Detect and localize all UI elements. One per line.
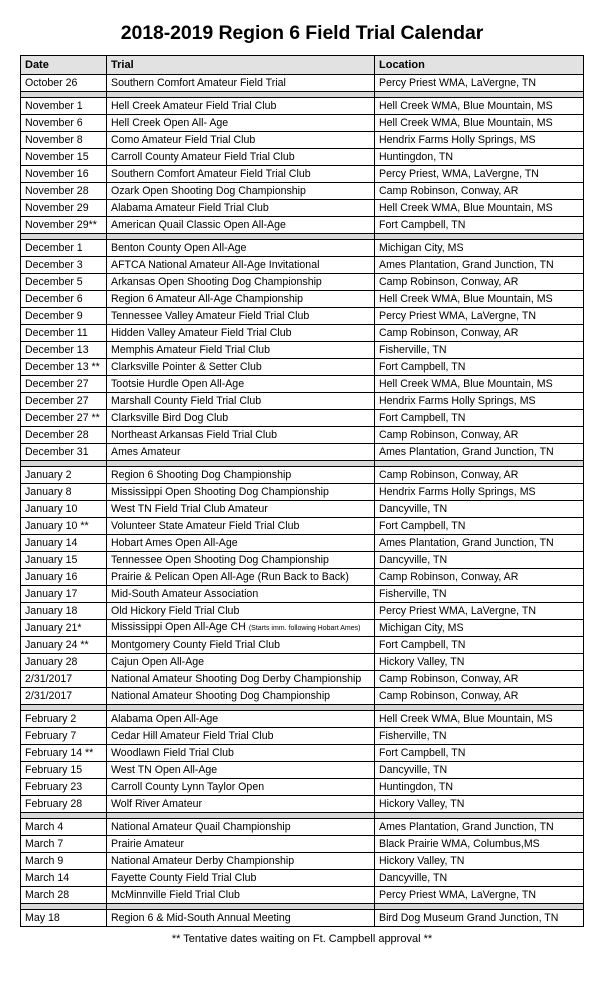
table-row: [21, 115, 584, 132]
table-row: [21, 291, 584, 308]
cell-date: January 21*: [21, 620, 107, 637]
cell-location: Fort Campbell, TN: [375, 637, 584, 654]
cell-trial: [107, 467, 375, 484]
table-row: [21, 836, 584, 853]
table-header-row: [21, 56, 584, 75]
cell-trial: [107, 393, 375, 410]
table-row: [21, 535, 584, 552]
table-row: [21, 75, 584, 92]
cell-location: Michigan City, MS: [375, 620, 584, 637]
trial-name: Mid-South Amateur Association: [111, 587, 259, 600]
trial-name: Marshall County Field Trial Club: [111, 394, 262, 407]
trial-name: Mississippi Open All-Age CH: [111, 621, 246, 633]
cell-trial: [107, 200, 375, 217]
trial-name: Prairie & Pelican Open All-Age (Run Back to Back): [111, 570, 349, 583]
table-row: [21, 501, 584, 518]
table-row: [21, 467, 584, 484]
table-row: [21, 910, 584, 927]
cell-trial: [107, 569, 375, 586]
table-row: [21, 132, 584, 149]
table-row: [21, 853, 584, 870]
cell-location: Ames Plantation, Grand Junction, TN: [375, 819, 584, 836]
cell-location: Hell Creek WMA, Blue Mountain, MS: [375, 200, 584, 217]
cell-date: February 14 **: [21, 745, 107, 762]
cell-date: January 2: [21, 467, 107, 484]
table-row: [21, 586, 584, 603]
cell-location: Fisherville, TN: [375, 586, 584, 603]
cell-location: Camp Robinson, Conway, AR: [375, 183, 584, 200]
cell-location: Hendrix Farms Holly Springs, MS: [375, 132, 584, 149]
trial-name: Woodlawn Field Trial Club: [111, 746, 234, 759]
trial-name: Hidden Valley Amateur Field Trial Club: [111, 326, 292, 339]
cell-date: December 6: [21, 291, 107, 308]
cell-date: November 28: [21, 183, 107, 200]
cell-location: Hickory Valley, TN: [375, 796, 584, 813]
cell-date: December 13: [21, 342, 107, 359]
cell-date: December 28: [21, 427, 107, 444]
cell-date: May 18: [21, 910, 107, 927]
trial-name: National Amateur Derby Championship: [111, 854, 295, 867]
cell-location: Percy Priest WMA, LaVergne, TN: [375, 603, 584, 620]
trial-name: West TN Field Trial Club Amateur: [111, 502, 268, 515]
cell-trial: [107, 728, 375, 745]
cell-location: Black Prairie WMA, Columbus,MS: [375, 836, 584, 853]
table-row: [21, 796, 584, 813]
cell-date: January 15: [21, 552, 107, 569]
cell-location: Fisherville, TN: [375, 728, 584, 745]
cell-date: November 1: [21, 98, 107, 115]
cell-date: November 16: [21, 166, 107, 183]
table-row: [21, 149, 584, 166]
table-row: [21, 819, 584, 836]
table-row: [21, 762, 584, 779]
cell-date: January 18: [21, 603, 107, 620]
cell-location: Hell Creek WMA, Blue Mountain, MS: [375, 115, 584, 132]
trial-name: Old Hickory Field Trial Club: [111, 604, 240, 617]
cell-date: January 28: [21, 654, 107, 671]
trial-name: Southern Comfort Amateur Field Trial: [111, 76, 286, 89]
table-row: [21, 257, 584, 274]
cell-trial: [107, 359, 375, 376]
cell-trial: [107, 654, 375, 671]
cell-date: October 26: [21, 75, 107, 92]
column-header-trial: Trial: [107, 56, 375, 75]
cell-date: February 23: [21, 779, 107, 796]
cell-date: November 29**: [21, 217, 107, 234]
trial-name: Memphis Amateur Field Trial Club: [111, 343, 270, 356]
cell-trial: [107, 853, 375, 870]
cell-location: Camp Robinson, Conway, AR: [375, 671, 584, 688]
trial-name: Arkansas Open Shooting Dog Championship: [111, 275, 322, 288]
table-row: [21, 427, 584, 444]
cell-trial: [107, 132, 375, 149]
cell-trial: [107, 910, 375, 927]
trial-name: Carroll County Amateur Field Trial Club: [111, 150, 295, 163]
cell-date: February 15: [21, 762, 107, 779]
cell-location: Ames Plantation, Grand Junction, TN: [375, 444, 584, 461]
cell-location: Ames Plantation, Grand Junction, TN: [375, 535, 584, 552]
table-row: [21, 745, 584, 762]
cell-location: Percy Priest WMA, LaVergne, TN: [375, 75, 584, 92]
cell-date: November 8: [21, 132, 107, 149]
cell-location: Camp Robinson, Conway, AR: [375, 569, 584, 586]
cell-location: Camp Robinson, Conway, AR: [375, 274, 584, 291]
cell-date: November 6: [21, 115, 107, 132]
table-row: [21, 671, 584, 688]
cell-date: November 15: [21, 149, 107, 166]
cell-trial: [107, 762, 375, 779]
trial-name: Prairie Amateur: [111, 837, 185, 850]
cell-location: Michigan City, MS: [375, 240, 584, 257]
field-trial-calendar-table: [20, 55, 584, 927]
cell-date: January 10 **: [21, 518, 107, 535]
trial-name: Volunteer State Amateur Field Trial Club: [111, 519, 300, 532]
cell-location: Camp Robinson, Conway, AR: [375, 467, 584, 484]
table-row: [21, 552, 584, 569]
cell-date: December 27: [21, 393, 107, 410]
trial-name: Hell Creek Open All- Age: [111, 116, 229, 129]
cell-date: January 10: [21, 501, 107, 518]
cell-trial: [107, 535, 375, 552]
cell-trial: [107, 410, 375, 427]
trial-name: National Amateur Shooting Dog Derby Championship: [111, 672, 362, 685]
cell-trial: [107, 342, 375, 359]
cell-trial: [107, 444, 375, 461]
table-row: [21, 728, 584, 745]
cell-location: Fisherville, TN: [375, 342, 584, 359]
cell-trial: [107, 887, 375, 904]
cell-location: Hell Creek WMA, Blue Mountain, MS: [375, 291, 584, 308]
table-row: [21, 444, 584, 461]
trial-name: Cajun Open All-Age: [111, 655, 205, 668]
trial-name: Carroll County Lynn Taylor Open: [111, 780, 265, 793]
cell-trial: [107, 308, 375, 325]
trial-name: Alabama Amateur Field Trial Club: [111, 201, 269, 214]
cell-location: Camp Robinson, Conway, AR: [375, 427, 584, 444]
cell-date: December 27: [21, 376, 107, 393]
table-row: [21, 359, 584, 376]
cell-trial: [107, 291, 375, 308]
column-header-date: Date: [21, 56, 107, 75]
cell-date: January 17: [21, 586, 107, 603]
table-row: [21, 342, 584, 359]
cell-date: December 9: [21, 308, 107, 325]
cell-trial: [107, 274, 375, 291]
trial-name: National Amateur Shooting Dog Championship: [111, 689, 331, 702]
table-row: [21, 240, 584, 257]
trial-name: Hobart Ames Open All-Age: [111, 536, 238, 549]
trial-name: Region 6 Amateur All-Age Championship: [111, 292, 303, 305]
cell-location: Fort Campbell, TN: [375, 410, 584, 427]
cell-trial: [107, 518, 375, 535]
cell-location: Hendrix Farms Holly Springs, MS: [375, 393, 584, 410]
trial-name: Benton County Open All-Age: [111, 241, 247, 254]
cell-date: March 9: [21, 853, 107, 870]
table-header: [21, 56, 584, 75]
table-body: [21, 75, 584, 927]
cell-trial: [107, 183, 375, 200]
cell-date: March 28: [21, 887, 107, 904]
trial-name: Region 6 Shooting Dog Championship: [111, 468, 292, 481]
cell-date: February 7: [21, 728, 107, 745]
trial-name: Region 6 & Mid-South Annual Meeting: [111, 911, 291, 924]
cell-location: Fort Campbell, TN: [375, 745, 584, 762]
trial-name: Cedar Hill Amateur Field Trial Club: [111, 729, 274, 742]
cell-location: Hell Creek WMA, Blue Mountain, MS: [375, 711, 584, 728]
cell-date: January 24 **: [21, 637, 107, 654]
table-row: [21, 166, 584, 183]
table-row: [21, 779, 584, 796]
table-row: [21, 183, 584, 200]
cell-date: December 31: [21, 444, 107, 461]
cell-trial: [107, 325, 375, 342]
cell-date: January 16: [21, 569, 107, 586]
trial-name: National Amateur Quail Championship: [111, 820, 291, 833]
column-header-location: Location: [375, 56, 584, 75]
cell-date: February 2: [21, 711, 107, 728]
table-row: [21, 217, 584, 234]
trial-name: Hell Creek Amateur Field Trial Club: [111, 99, 277, 112]
cell-date: November 29: [21, 200, 107, 217]
cell-location: Hickory Valley, TN: [375, 853, 584, 870]
footnote-text: ** Tentative dates waiting on Ft. Campbell approval **: [171, 933, 433, 945]
trial-name: Tootsie Hurdle Open All-Age: [111, 377, 245, 390]
cell-location: Fort Campbell, TN: [375, 359, 584, 376]
trial-name: Como Amateur Field Trial Club: [111, 133, 256, 146]
cell-date: March 4: [21, 819, 107, 836]
cell-trial: [107, 257, 375, 274]
cell-location: Camp Robinson, Conway, AR: [375, 325, 584, 342]
table-row: [21, 637, 584, 654]
table-row: [21, 870, 584, 887]
table-row: [21, 308, 584, 325]
cell-trial: [107, 376, 375, 393]
calendar-table-wrapper: [20, 55, 583, 927]
cell-location: Percy Priest, WMA, LaVergne, TN: [375, 166, 584, 183]
cell-date: December 3: [21, 257, 107, 274]
cell-trial: [107, 671, 375, 688]
cell-date: December 13 **: [21, 359, 107, 376]
table-row: [21, 98, 584, 115]
table-row: [21, 887, 584, 904]
table-row: [21, 200, 584, 217]
cell-trial: [107, 779, 375, 796]
cell-date: December 5: [21, 274, 107, 291]
cell-location: Hendrix Farms Holly Springs, MS: [375, 484, 584, 501]
table-row: [21, 484, 584, 501]
cell-date: 2/31/2017: [21, 688, 107, 705]
cell-trial: [107, 688, 375, 705]
table-row: [21, 688, 584, 705]
cell-location: Dancyville, TN: [375, 501, 584, 518]
cell-location: Huntingdon, TN: [375, 779, 584, 796]
cell-trial: [107, 240, 375, 257]
cell-date: December 1: [21, 240, 107, 257]
cell-location: Dancyville, TN: [375, 552, 584, 569]
cell-location: Bird Dog Museum Grand Junction, TN: [375, 910, 584, 927]
trial-name: Montgomery County Field Trial Club: [111, 638, 280, 651]
cell-date: December 27 **: [21, 410, 107, 427]
trial-name: Southern Comfort Amateur Field Trial Club: [111, 167, 311, 180]
cell-date: January 8: [21, 484, 107, 501]
cell-date: 2/31/2017: [21, 671, 107, 688]
cell-trial: [107, 586, 375, 603]
table-row: [21, 654, 584, 671]
cell-trial: [107, 552, 375, 569]
cell-trial: [107, 620, 375, 637]
trial-name: Ozark Open Shooting Dog Championship: [111, 184, 306, 197]
trial-name: Mississippi Open Shooting Dog Championship: [111, 485, 329, 498]
trial-name: Northeast Arkansas Field Trial Club: [111, 428, 278, 441]
cell-location: Percy Priest WMA, LaVergne, TN: [375, 887, 584, 904]
trial-name: Tennessee Valley Amateur Field Trial Club: [111, 309, 310, 322]
trial-note: (Starts imm. following Hobart Ames): [248, 625, 361, 632]
cell-trial: [107, 870, 375, 887]
trial-name: Clarksville Pointer & Setter Club: [111, 360, 262, 373]
trial-name: Tennessee Open Shooting Dog Championship: [111, 553, 329, 566]
cell-trial: [107, 745, 375, 762]
cell-location: Ames Plantation, Grand Junction, TN: [375, 257, 584, 274]
cell-trial: [107, 796, 375, 813]
table-row: [21, 711, 584, 728]
cell-date: December 11: [21, 325, 107, 342]
cell-trial: [107, 819, 375, 836]
cell-trial: [107, 501, 375, 518]
cell-location: Hell Creek WMA, Blue Mountain, MS: [375, 98, 584, 115]
cell-location: Camp Robinson, Conway, AR: [375, 688, 584, 705]
cell-date: February 28: [21, 796, 107, 813]
table-row: [21, 325, 584, 342]
trial-name: AFTCA National Amateur All-Age Invitational: [111, 258, 320, 271]
trial-name: American Quail Classic Open All-Age: [111, 218, 286, 231]
cell-location: Hell Creek WMA, Blue Mountain, MS: [375, 376, 584, 393]
cell-trial: [107, 217, 375, 234]
cell-trial: [107, 166, 375, 183]
table-row: [21, 518, 584, 535]
cell-location: Percy Priest WMA, LaVergne, TN: [375, 308, 584, 325]
cell-date: January 14: [21, 535, 107, 552]
cell-location: Huntingdon, TN: [375, 149, 584, 166]
cell-trial: [107, 115, 375, 132]
cell-trial: [107, 603, 375, 620]
cell-date: March 7: [21, 836, 107, 853]
trial-name: Ames Amateur: [111, 445, 181, 458]
cell-location: Fort Campbell, TN: [375, 217, 584, 234]
table-row: [21, 274, 584, 291]
cell-trial: [107, 711, 375, 728]
cell-location: Fort Campbell, TN: [375, 518, 584, 535]
cell-trial: [107, 637, 375, 654]
cell-trial: [107, 149, 375, 166]
cell-trial: [107, 98, 375, 115]
table-row: [21, 376, 584, 393]
cell-trial: [107, 836, 375, 853]
table-row: [21, 569, 584, 586]
trial-name: Fayette County Field Trial Club: [111, 871, 257, 884]
cell-location: Dancyville, TN: [375, 870, 584, 887]
trial-name: Alabama Open All-Age: [111, 712, 219, 725]
trial-name: West TN Open All-Age: [111, 763, 218, 776]
trial-name: Wolf River Amateur: [111, 797, 203, 810]
cell-trial: [107, 427, 375, 444]
cell-date: March 14: [21, 870, 107, 887]
table-row: [21, 410, 584, 427]
cell-trial: [107, 484, 375, 501]
table-row: [21, 603, 584, 620]
cell-location: Hickory Valley, TN: [375, 654, 584, 671]
trial-name: McMinnville Field Trial Club: [111, 888, 240, 901]
cell-trial: [107, 75, 375, 92]
trial-name: Clarksville Bird Dog Club: [111, 411, 229, 424]
table-row: [21, 620, 584, 637]
page-title: 2018-2019 Region 6 Field Trial Calendar: [120, 22, 484, 44]
table-row: [21, 393, 584, 410]
cell-location: Dancyville, TN: [375, 762, 584, 779]
